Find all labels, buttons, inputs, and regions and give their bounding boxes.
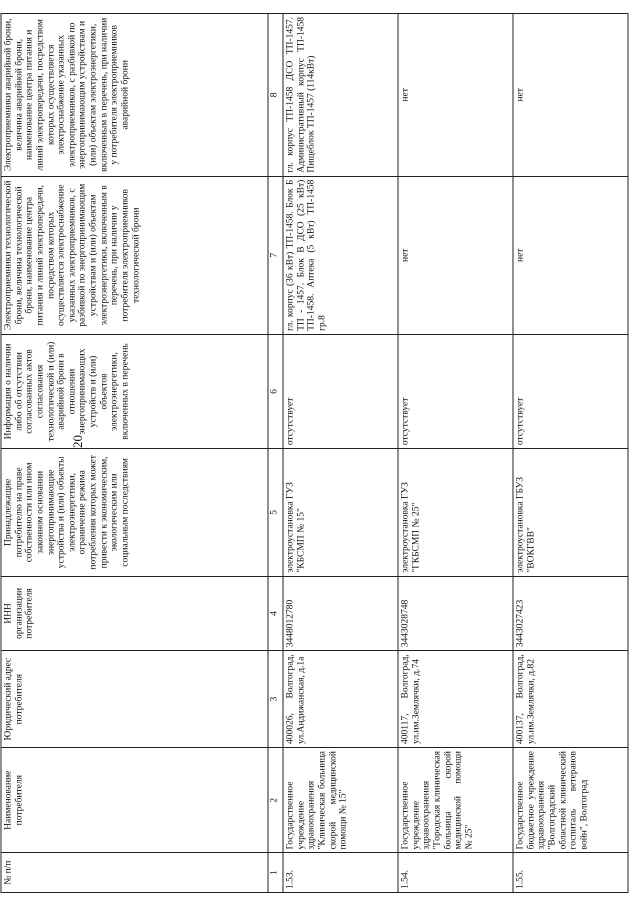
header-cell-address: Юридический адрес потребителя <box>1 650 268 747</box>
row-number: 1.54. <box>398 852 513 892</box>
header-cell-tech-reserve: Электроприемники технологической брони, величина технологической брони, наименование центра питания и линий электропередачи, посредством которых осуществляется электроснабжение указанных электроприемников, с разбивкой по энергопринимающим устройствам и (или) объектам электроэнергетики, включенным в перечень, при наличии у потребителя электроприемников технологической брони <box>1 176 268 334</box>
legal-address: 400117, Волгоград, ул.им.Землячки, д.74 <box>398 650 513 747</box>
tech-reserve-value: гл. корпус (36 кВт) ТП-1458. Блок Б ТП - 1457. Блок В ДСО (25 кВт) ТП-1458. Аптека (5 кВт) ТП-1458 гр.8 <box>283 176 398 334</box>
tech-reserve-value: нет <box>398 176 513 334</box>
column-number-row <box>268 13 283 892</box>
table-row <box>398 13 513 892</box>
header-cell-acts: Информация о наличии либо об отсутствии согласованных актов согласования технологической и (или) аварийной брони в отношении энергопринимающих устройств и (или) объектов электроэнергетики, включенных в перечень <box>1 334 268 448</box>
inn-value: 3443028748 <box>398 576 513 651</box>
column-number: 7 <box>268 176 283 334</box>
column-number: 2 <box>268 747 283 852</box>
inn-value: 3443027423 <box>513 576 628 651</box>
column-number: 1 <box>268 852 283 892</box>
emergency-reserve-value: гл. корпус ТП-1458 ДСО ТП-1457. Административный корпус ТП-1458 Пищеблок ТП-1457 (114кВт) <box>283 13 398 176</box>
header-cell-devices: Принадлежащие потребителю на праве собственности или ином законном основании энергопринимающие устройства и (или) объекты электроэнергетики, ограничение режима потребления которых может привести к экономическим, экологическим или социальным последствиям <box>1 448 268 575</box>
table-row <box>513 13 628 892</box>
column-number: 6 <box>268 334 283 448</box>
acts-value: отсутствует <box>513 334 628 448</box>
rotated-table-wrapper <box>1 13 628 893</box>
header-cell-emergency-reserve: Электроприемники аварийной брони, величина аварийной брони, наименование центра питания и линий электропередачи, посредством которых осуществляется электроснабжение указанных электроприемников, с разбивкой по энергопринимающим устройствам и (или) объектам электроэнергетики, включенным в перечень, при наличии у потребителя электроприемников аварийной брони <box>1 13 268 176</box>
tech-reserve-value: нет <box>513 176 628 334</box>
column-number: 3 <box>268 650 283 747</box>
column-number: 8 <box>268 13 283 176</box>
consumer-name: Государственное учреждение здравоохранения "Клиническая больница скорой медицинской помощи № 15" <box>283 747 398 852</box>
table-row <box>283 13 398 892</box>
acts-value: отсутствует <box>398 334 513 448</box>
acts-value: отсутствует <box>283 334 398 448</box>
row-number: 1.53. <box>283 852 398 892</box>
header-cell-name: Наименование потребителя <box>1 747 268 852</box>
devices-value: электроустановка ГУЗ "КБСМП № 15" <box>283 448 398 575</box>
devices-value: электроустановка ГУЗ "ГКБСМП № 25" <box>398 448 513 575</box>
consumer-name: Государственное учреждение здравоохранения "Городская клиническая больница скорой медицинской помощи № 25" <box>398 747 513 852</box>
inn-value: 3448012780 <box>283 576 398 651</box>
page-number: 20 <box>70 435 85 448</box>
consumer-name: Государственное бюджетное учреждение здравоохранения "Волгоградский областной клинический госпиталь ветеранов войн", Волгоград <box>513 747 628 852</box>
column-number: 4 <box>268 576 283 651</box>
devices-value: электроустановка ГБУЗ "ВОКГВВ" <box>513 448 628 575</box>
emergency-reserve-value: нет <box>398 13 513 176</box>
header-cell-num: № п/п <box>1 852 268 892</box>
legal-address: 400026, Волгоград, ул.Андижанская, д.1а <box>283 650 398 747</box>
header-row <box>1 13 268 892</box>
legal-address: 400137, Волгоград, ул.им.Землячки, д.82 <box>513 650 628 747</box>
emergency-reserve-value: нет <box>513 13 628 176</box>
column-number: 5 <box>268 448 283 575</box>
consumers-table <box>1 13 629 893</box>
row-number: 1.55. <box>513 852 628 892</box>
header-cell-inn: ИНН организации потребителя <box>1 576 268 651</box>
